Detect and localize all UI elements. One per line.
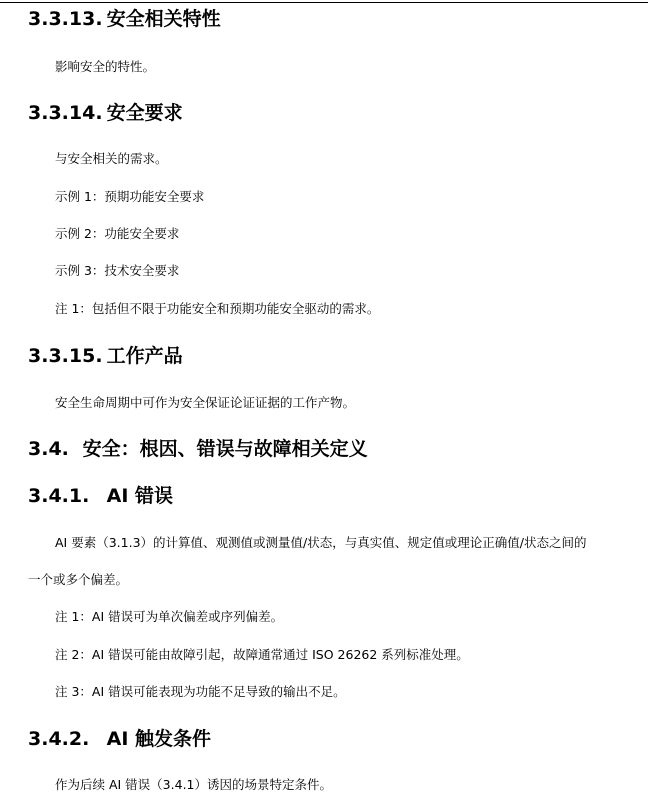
definition-3-4-1-line-2: 一个或多个偏差。 xyxy=(28,572,129,587)
note-2-3-4-1: 注 2：AI 错误可能由故障引起，故障通常通过 ISO 26262 系列标准处理。 xyxy=(55,647,469,662)
example-3: 示例 3：技术安全要求 xyxy=(55,263,180,278)
definition-3-4-2: 作为后续 AI 错误（3.4.1）诱因的场景特定条件。 xyxy=(55,777,332,792)
heading-3-4-1 xyxy=(28,484,173,508)
heading-title: AI 触发条件 xyxy=(106,728,212,750)
heading-title: 安全相关特性 xyxy=(106,8,221,30)
top-divider xyxy=(0,2,648,3)
heading-number: 3.4.2. xyxy=(28,728,90,750)
heading-3-3-13 xyxy=(28,7,221,31)
heading-number: 3.3.14. xyxy=(28,102,103,124)
heading-title: 安全要求 xyxy=(106,102,183,124)
heading-3-4 xyxy=(28,437,368,461)
heading-number: 3.4. xyxy=(28,438,69,460)
note-3-3-4-1: 注 3：AI 错误可能表现为功能不足导致的输出不足。 xyxy=(55,684,346,699)
heading-3-3-14 xyxy=(28,101,183,125)
heading-number: 3.3.13. xyxy=(28,8,103,30)
heading-title: 安全：根因、错误与故障相关定义 xyxy=(82,438,368,460)
heading-number: 3.3.15. xyxy=(28,345,103,367)
heading-title: 工作产品 xyxy=(106,345,183,367)
heading-title: AI 错误 xyxy=(106,485,174,507)
heading-3-4-2 xyxy=(28,727,211,751)
definition-3-3-15: 安全生命周期中可作为安全保证论证证据的工作产物。 xyxy=(55,395,356,410)
definition-3-3-14: 与安全相关的需求。 xyxy=(55,151,168,166)
note-1-3-4-1: 注 1：AI 错误可为单次偏差或序列偏差。 xyxy=(55,609,284,624)
heading-number: 3.4.1. xyxy=(28,485,90,507)
definition-3-4-1-line-1: AI 要素（3.1.3）的计算值、观测值或测量值/状态，与真实值、规定值或理论正确值/状态之间的 xyxy=(55,535,587,550)
note-1-3-3-14: 注 1：包括但不限于功能安全和预期功能安全驱动的需求。 xyxy=(55,301,380,316)
heading-3-3-15 xyxy=(28,344,183,368)
example-1: 示例 1：预期功能安全要求 xyxy=(55,189,205,204)
definition-3-3-13: 影响安全的特性。 xyxy=(55,59,156,74)
example-2: 示例 2：功能安全要求 xyxy=(55,226,180,241)
